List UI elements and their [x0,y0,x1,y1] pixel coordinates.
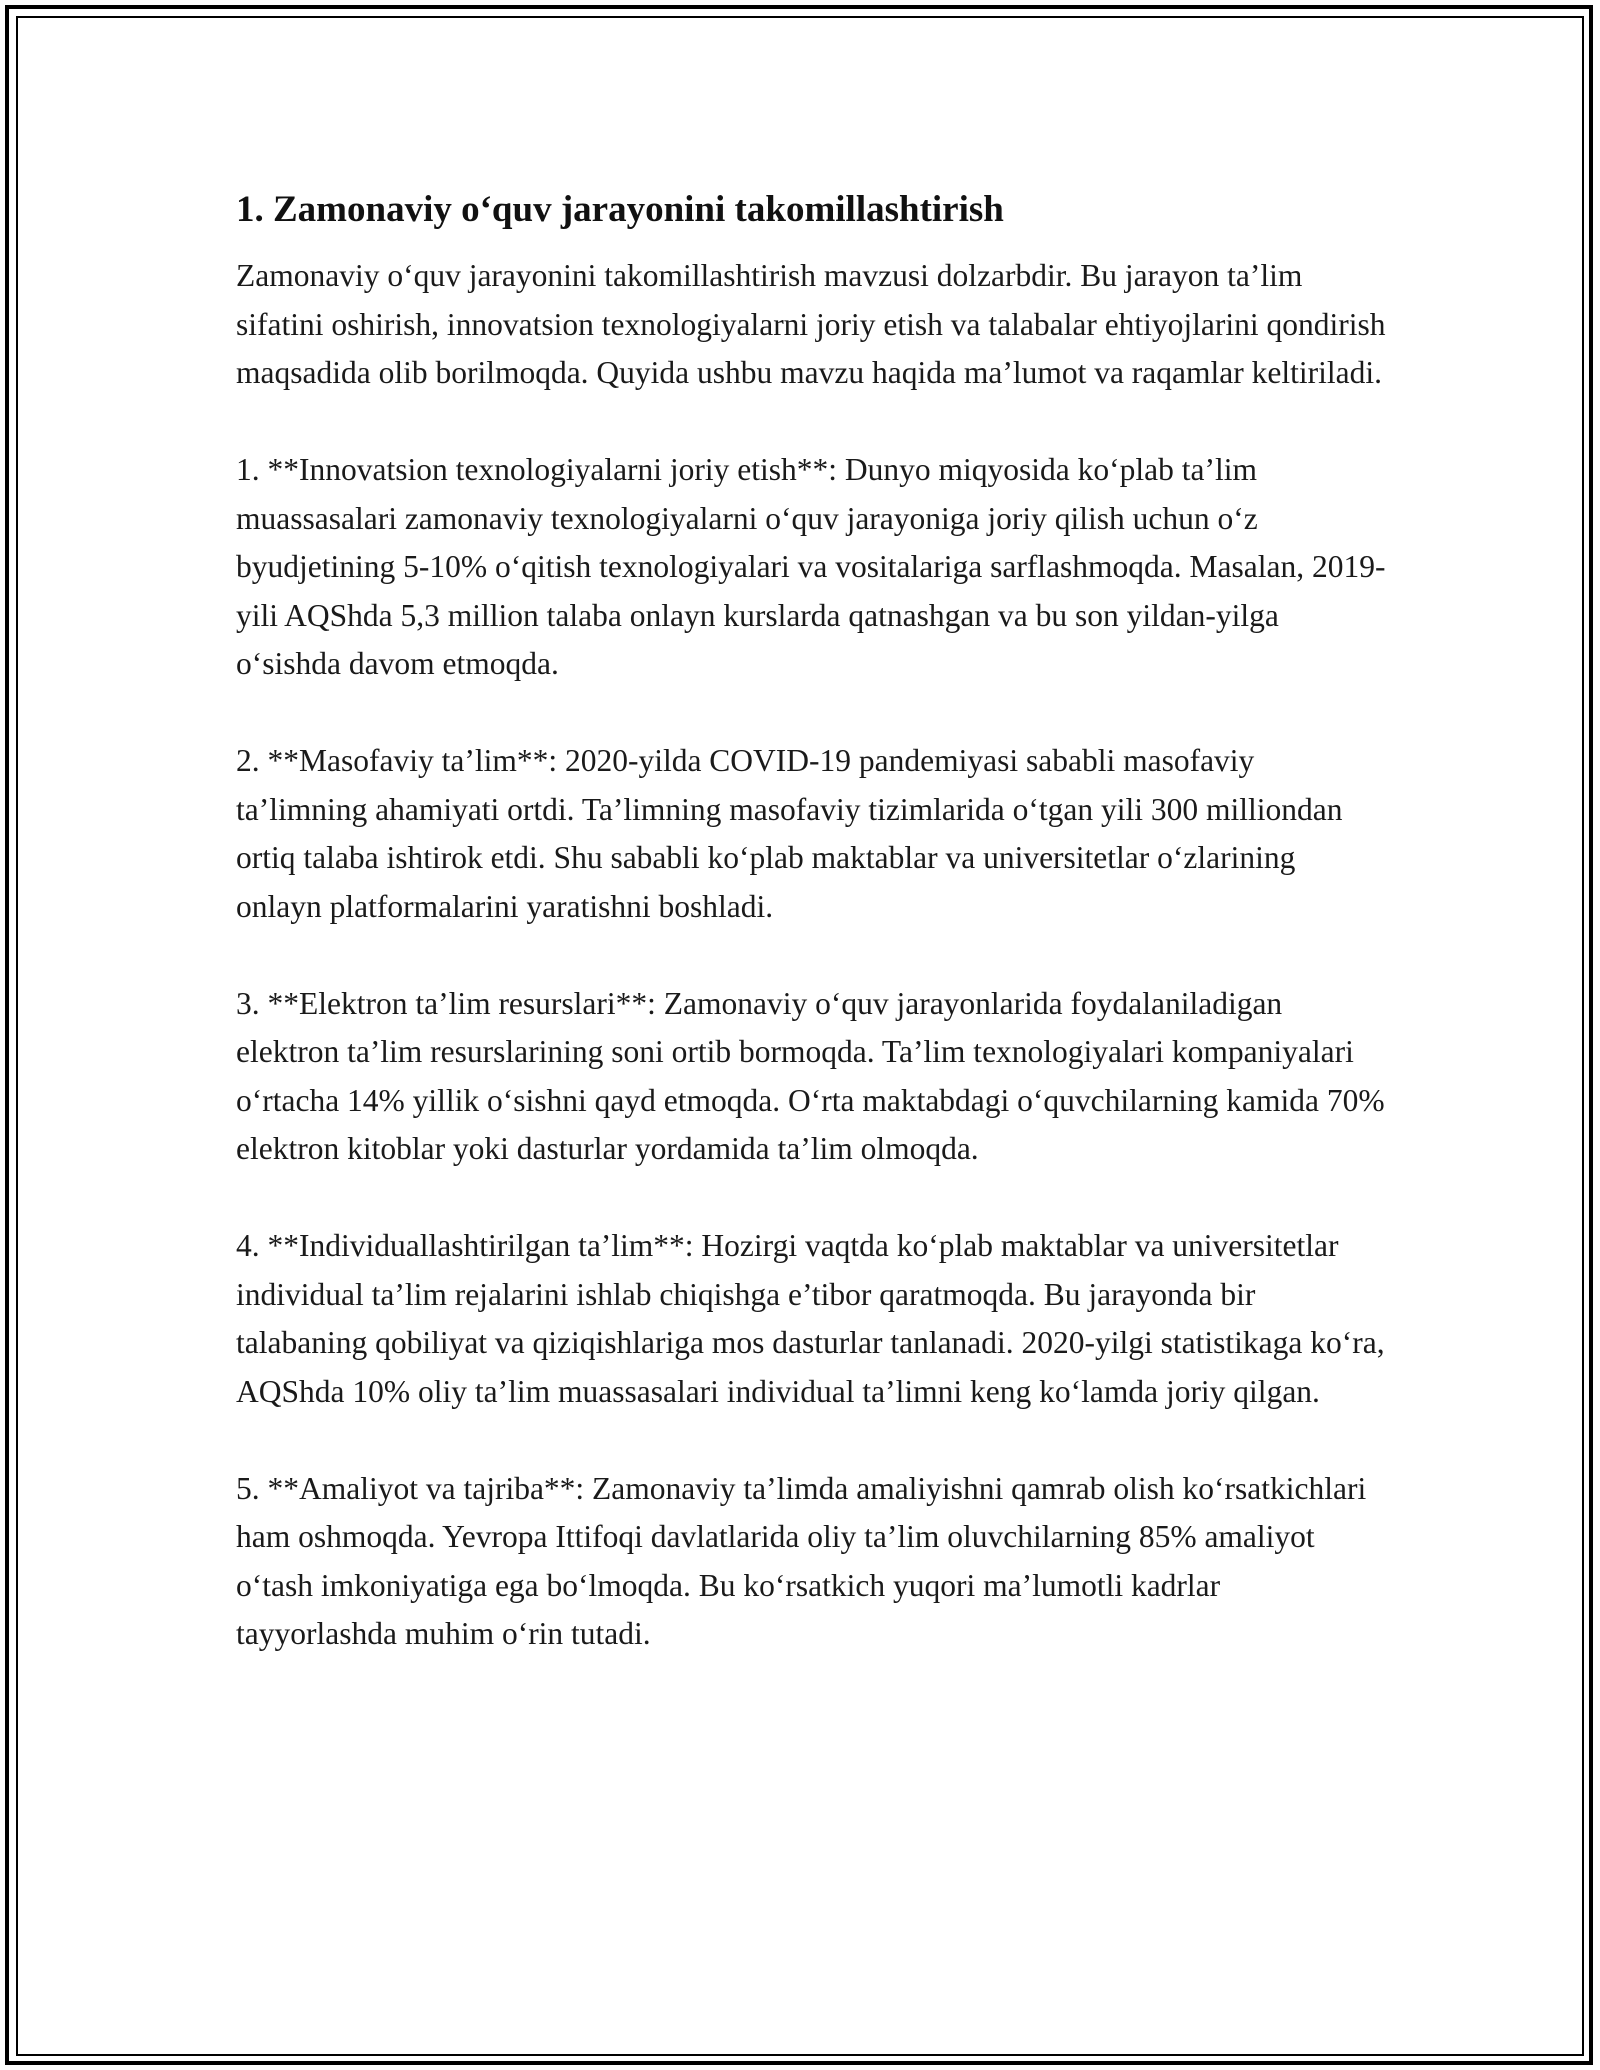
list-item-electronic-resources: 3. **Elektron ta’lim resurslari**: Zamonaviy o‘quv jarayonlarida foydalaniladigan elektron ta’lim resurslarining soni ortib bormoqda. Ta’lim texnologiyalari kompaniyalari o‘rtacha 14% yillik o‘sishni qayd etmoqda. O‘rta maktabdagi o‘quvchilarning kamida 70% elektron kitoblar yoki dasturlar yordamida ta’lim olmoqda. [236,985,1385,1166]
list-item-innovative-technologies: 1. **Innovatsion texnologiyalarni joriy etish**: Dunyo miqyosida ko‘plab ta’lim muassasalari zamonaviy texnologiyalarni o‘quv jarayoniga joriy qilish uchun o‘z byudjetining 5-10% o‘qitish texnologiyalari va vositalariga sarflashmoqda. Masalan, 2019-yili AQShda 5,3 million talaba onlayn kurslarda qatnashgan va bu son yildan-yilga o‘sishda davom etmoqda. [236,452,1386,681]
document-body [236,186,1386,1659]
list-item-practice-and-experience: 5. **Amaliyot va tajriba**: Zamonaviy ta’limda amaliyishni qamrab olish ko‘rsatkichlari ham oshmoqda. Yevropa Ittifoqi davlatlarida oliy ta’lim oluvchilarning 85% amaliyot o‘tash imkoniyatiga ega bo‘lmoqda. Bu ko‘rsatkich yuqori ma’lumotli kadrlar tayyorlashda muhim o‘rin tutadi. [236,1470,1367,1651]
intro-paragraph: Zamonaviy o‘quv jarayonini takomillashtirish mavzusi dolzarbdir. Bu jarayon ta’lim sifatini oshirish, innovatsion texnologiyalarni joriy etish va talabalar ehtiyojlarini qondirish maqsadida olib borilmoqda. Quyida ushbu mavzu haqida ma’lumot va raqamlar keltiriladi. [236,258,1386,390]
document-title: 1. Zamonaviy o‘quv jarayonini takomillashtirish [236,189,1004,230]
list-item-distance-learning: 2. **Masofaviy ta’lim**: 2020-yilda COVID-19 pandemiyasi sababli masofaviy ta’limning ahamiyati ortdi. Ta’limning masofaviy tizimlarida o‘tgan yili 300 milliondan ortiq talaba ishtirok etdi. Shu sababli ko‘plab maktablar va universitetlar o‘zlarining onlayn platformalarini yaratishni boshladi. [236,743,1343,924]
list-item-individualized-learning: 4. **Individuallashtirilgan ta’lim**: Hozirgi vaqtda ko‘plab maktablar va universitetlar individual ta’lim rejalarini ishlab chiqishga e’tibor qaratmoqda. Bu jarayonda bir talabaning qobiliyat va qiziqishlariga mos dasturlar tanlanadi. 2020-yilgi statistikaga ko‘ra, AQShda 10% oliy ta’lim muassasalari individual ta’limni keng ko‘lamda joriy qilgan. [236,1228,1385,1409]
